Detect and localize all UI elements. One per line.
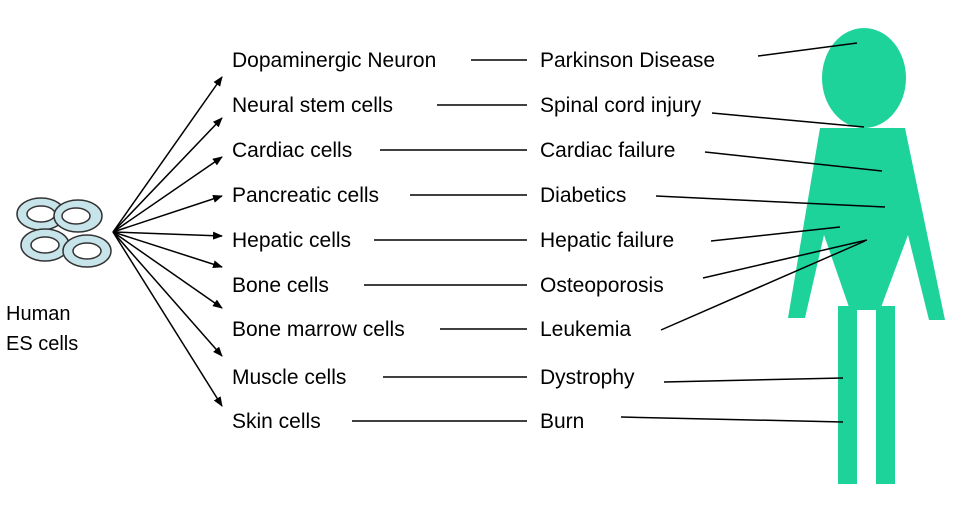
cell-type-dopaminergic-neuron: Dopaminergic Neuron bbox=[232, 49, 437, 72]
disease-dystrophy: Dystrophy bbox=[540, 366, 635, 389]
disease-osteoporosis: Osteoporosis bbox=[540, 274, 664, 297]
cell-type-cardiac-cells: Cardiac cells bbox=[232, 139, 353, 162]
source-label-line2: ES cells bbox=[6, 333, 79, 355]
disease-cardiac-failure: Cardiac failure bbox=[540, 139, 676, 162]
arrow-7 bbox=[113, 232, 222, 308]
disease-parkinson: Parkinson Disease bbox=[540, 49, 716, 72]
differentiation-arrows bbox=[113, 77, 222, 406]
cell-type-bone-marrow-cells: Bone marrow cells bbox=[232, 318, 405, 341]
disease-hepatic-failure: Hepatic failure bbox=[540, 229, 675, 252]
human-torso bbox=[788, 128, 945, 320]
disease-burn: Burn bbox=[540, 410, 585, 433]
pointer-8 bbox=[664, 378, 843, 382]
human-left-leg bbox=[838, 306, 857, 484]
cell-type-labels bbox=[232, 49, 436, 433]
es-cell-3 bbox=[21, 229, 69, 261]
arrow-9 bbox=[113, 232, 222, 406]
cell-type-muscle-cells: Muscle cells bbox=[232, 366, 347, 389]
arrow-3 bbox=[113, 157, 222, 232]
arrow-8 bbox=[113, 232, 222, 356]
pointer-7 bbox=[661, 241, 865, 330]
es-cell-4 bbox=[63, 235, 111, 267]
human-right-leg bbox=[876, 306, 895, 484]
pointer-9 bbox=[621, 417, 843, 422]
cell-type-pancreatic-cells: Pancreatic cells bbox=[232, 184, 380, 207]
es-cells-icon bbox=[17, 198, 111, 267]
disease-labels bbox=[540, 49, 715, 433]
disease-spinal-cord-injury: Spinal cord injury bbox=[540, 94, 702, 117]
arrow-5 bbox=[113, 232, 222, 236]
cell-type-bone-cells: Bone cells bbox=[232, 274, 329, 297]
human-head bbox=[822, 28, 906, 128]
source-label-line1: Human bbox=[6, 303, 71, 325]
arrow-2 bbox=[113, 118, 222, 232]
es-cell-2 bbox=[54, 200, 102, 232]
cell-type-skin-cells: Skin cells bbox=[232, 410, 321, 433]
cell-type-hepatic-cells: Hepatic cells bbox=[232, 229, 352, 252]
disease-leukemia: Leukemia bbox=[540, 318, 632, 341]
human-body-figure bbox=[788, 28, 945, 484]
cell-type-neural-stem-cells: Neural stem cells bbox=[232, 94, 394, 117]
arrow-1 bbox=[113, 77, 222, 232]
disease-diabetics: Diabetics bbox=[540, 184, 627, 207]
